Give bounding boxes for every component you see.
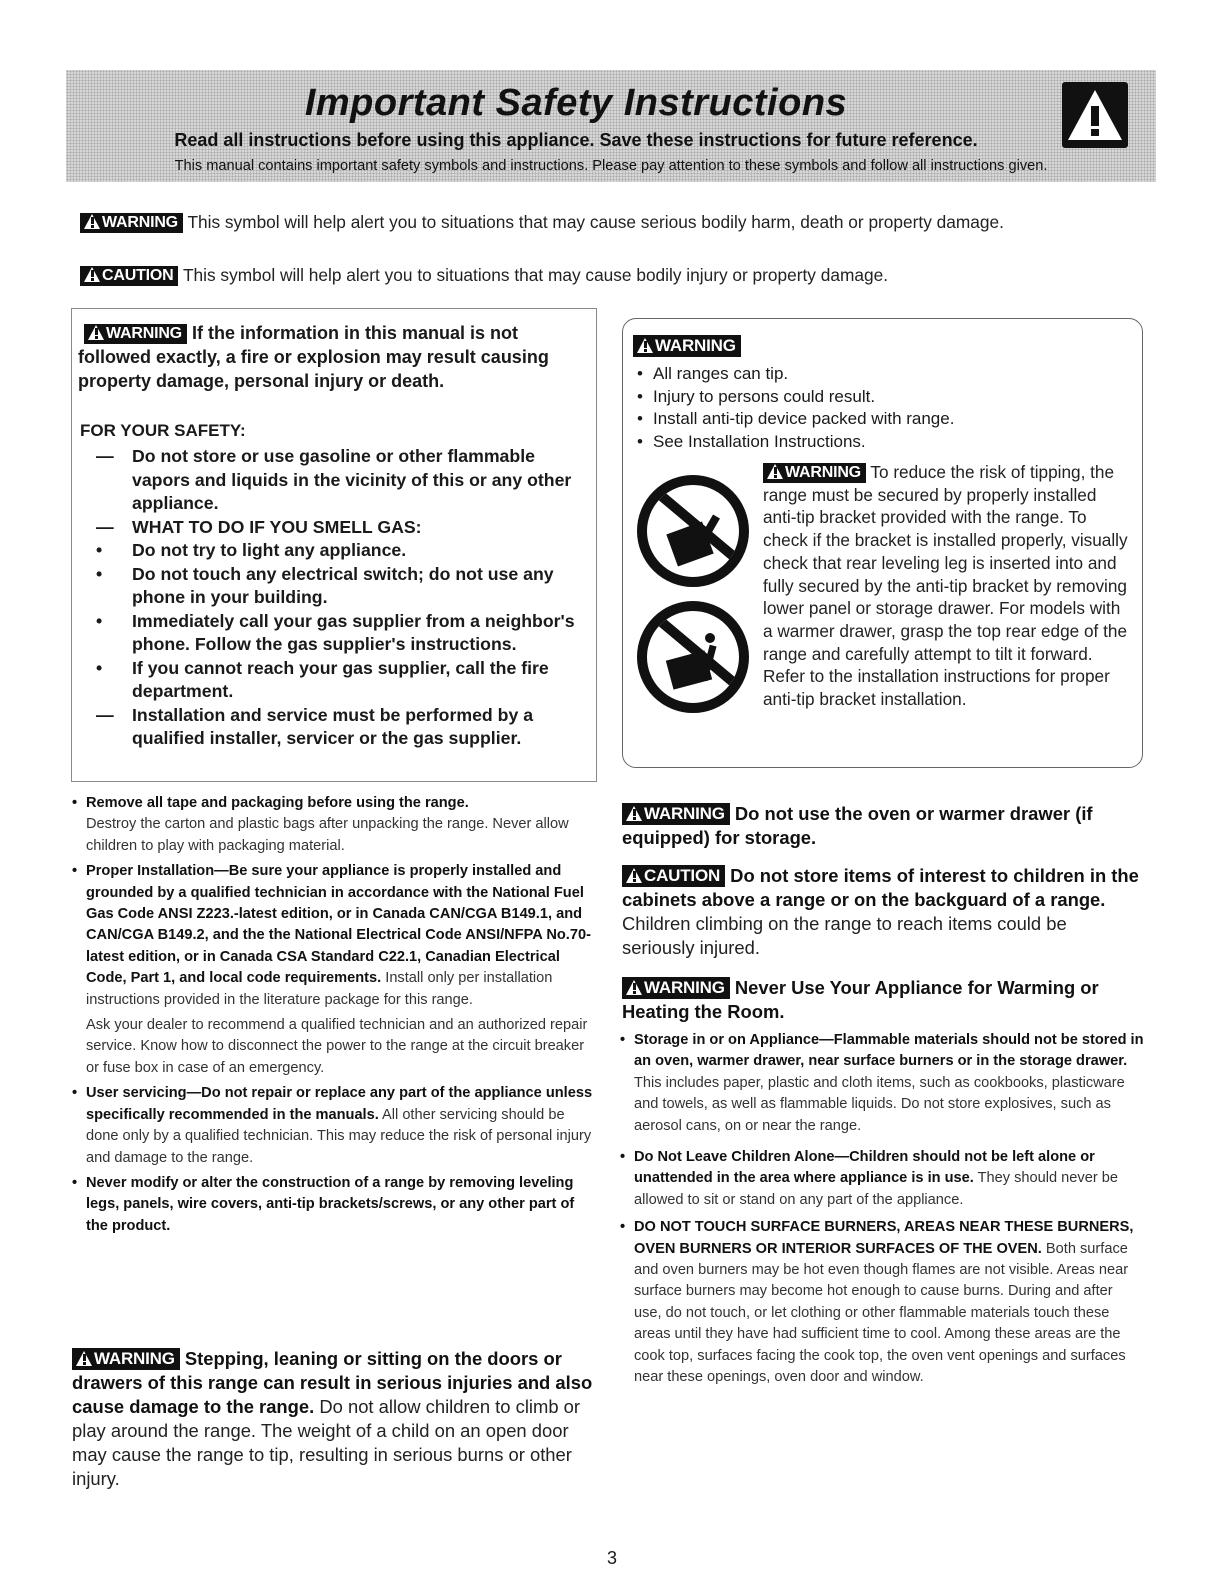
for-your-safety-heading: FOR YOUR SAFETY: <box>80 421 246 440</box>
warning-definition: WARNING This symbol will help alert you to situations that may cause serious bodily harm, death or property damage. <box>80 212 1004 233</box>
header-note: This manual contains important safety symbols and instructions. Please pay attention to these symbols and follow all instructions given. <box>174 158 1048 174</box>
page-title: Important Safety Instructions <box>304 82 848 124</box>
list-item: Ask your dealer to recommend a qualified technician and an authorized repair service. Know how to disconnect the power to the range at the circuit breaker or fuse box in case of an emergency. <box>86 1017 588 1076</box>
header-subtitle: Read all instructions before using this appliance. Save these instructions for future reference. <box>174 130 978 150</box>
page-number: 3 <box>606 1548 617 1568</box>
warning-badge: WARNING <box>633 335 741 357</box>
alert-icon <box>626 868 642 883</box>
alert-icon <box>88 325 104 340</box>
alert-icon <box>767 464 783 479</box>
storage-warning: WARNING Do not use the oven or warmer drawer (if equipped) for storage. <box>622 803 1093 848</box>
anti-tip-warning-box <box>622 318 1143 768</box>
gas-warning-box <box>71 308 597 782</box>
gas-warning-lead: WARNING If the information in this manual is not followed exactly, a fire or explosion may result causing property damage, personal injury or death. <box>78 323 549 391</box>
list-item: — Do not store or use gasoline or other flammable vapors and liquids in the vicinity of this or any other appliance. <box>96 446 572 513</box>
caution-badge: CAUTION <box>80 266 178 286</box>
alert-icon <box>84 267 100 282</box>
warning-badge: WARNING <box>72 1348 180 1370</box>
no-tipping-icon <box>637 475 749 587</box>
list-item: • Remove all tape and packaging before using the range. Destroy the carton and plastic bags after unpacking the range. Never allow children to play with packaging material. <box>72 793 600 857</box>
list-item: — Installation and service must be performed by a qualified installer, servicer or the gas supplier. <box>96 704 534 748</box>
list-item: • Proper Installation—Be sure your appliance is properly installed and grounded by a qualified technician in accordance with the National Fuel Gas Code ANSI Z223.-latest edition, or in Canada CAN/CGA B149.1, and CAN/CGA B149.2, and the the National Electrical Code ANSI/NFPA No.70-latest edition, or in Canada CSA Standard C22.1, Canadian Electrical Code, Part 1, and local code requirements. Install only per installation instructions provided in the literature package for this range. <box>72 861 600 1011</box>
warning-triangle-icon <box>1062 82 1128 148</box>
list-item: • User servicing—Do not repair or replace any part of the appliance unless specifically recommended in the manuals. All other servicing should be done only by a qualified technician. This may reduce the risk of personal injury and damage to the range. <box>72 1083 600 1169</box>
list-item: • Do not try to light any appliance. <box>96 540 407 560</box>
warning-badge: WARNING <box>80 213 183 233</box>
caution-definition: CAUTION This symbol will help alert you to situations that may cause bodily injury or property damage. <box>80 265 888 286</box>
right-safety-list <box>620 1030 1144 1389</box>
list-item: • Install anti-tip device packed with range. <box>637 408 1127 431</box>
heating-warning: WARNING Never Use Your Appliance for Warming or Heating the Room. <box>622 977 1099 1022</box>
tip-bullet-list <box>637 363 1127 453</box>
left-safety-list <box>72 793 600 1237</box>
warning-badge: WARNING <box>622 803 730 825</box>
alert-icon <box>84 214 100 229</box>
caution-badge: CAUTION <box>622 865 725 887</box>
list-item: • Never modify or alter the construction of a range by removing leveling legs, panels, wire covers, anti-tip brackets/screws, or any other part of the product. <box>72 1173 600 1237</box>
alert-icon <box>637 338 653 353</box>
no-climbing-icon <box>637 601 749 713</box>
gas-safety-list <box>80 445 595 751</box>
warning-badge: WARNING <box>763 463 866 483</box>
list-item: • Do not touch any electrical switch; do not use any phone in your building. <box>96 563 554 607</box>
stepping-warning: WARNING Stepping, leaning or sitting on the doors or drawers of this range can result in serious injuries and also cause damage to the range. Do not allow children to climb or play around the range. The weight of a child on an open door may cause the range to tip, resulting in serious burns or other injury. <box>72 1348 593 1489</box>
warning-badge: WARNING <box>84 324 187 344</box>
list-item: • All ranges can tip. <box>637 363 1127 386</box>
list-item: • Do Not Leave Children Alone—Children should not be left alone or unattended in the area where appliance is in use. They should never be allowed to sit or stand on any part of the appliance. <box>620 1147 1144 1211</box>
alert-icon <box>626 980 642 995</box>
list-item: • Storage in or on Appliance—Flammable materials should not be stored in an oven, warmer drawer, near surface burners or in the storage drawer. This includes paper, plastic and cloth items, such as cookbooks, plasticware and towels, as well as flammable liquids. Do not store explosives, such as aerosol cans, on or near the range. <box>620 1030 1144 1137</box>
list-item: • Immediately call your gas supplier from a neighbor's phone. Follow the gas supplier's instructions. <box>96 610 575 654</box>
header-banner <box>66 70 1156 182</box>
children-caution: CAUTION Do not store items of interest to children in the cabinets above a range or on the backguard of a range. Children climbing on the range to reach items could be seriously injured. <box>622 865 1139 958</box>
list-item: — WHAT TO DO IF YOU SMELL GAS: <box>96 516 422 537</box>
alert-icon <box>626 806 642 821</box>
list-item: • See Installation Instructions. <box>637 431 1127 454</box>
list-item: • Injury to persons could result. <box>637 386 1127 409</box>
anti-tip-paragraph: WARNING To reduce the risk of tipping, the range must be secured by properly installed anti-tip bracket provided with the range. To check if the bracket is installed properly, visually check that rear leveling leg is inserted into and fully secured by the anti-tip bracket by removing lower panel or storage drawer. For models with a warmer drawer, grasp the top rear edge of the range and carefully attempt to tilt it forward. Refer to the installation instructions for proper anti-tip bracket installation. <box>763 462 1128 710</box>
list-item: • DO NOT TOUCH SURFACE BURNERS, AREAS NEAR THESE BURNERS, OVEN BURNERS OR INTERIOR SURFACES OF THE OVEN. Both surface and oven burners may be hot even though flames are not visible. Areas near surface burners may become hot enough to cause burns. During and after use, do not touch, or let clothing or other flammable materials touch these areas until they have had sufficient time to cool. Among these areas are the cook top, surfaces facing the cook top, the oven vent openings and surfaces near these openings, oven door and window. <box>620 1217 1144 1388</box>
warning-badge: WARNING <box>622 977 730 999</box>
list-item: • If you cannot reach your gas supplier, call the fire department. <box>96 657 549 701</box>
alert-icon <box>76 1351 92 1366</box>
